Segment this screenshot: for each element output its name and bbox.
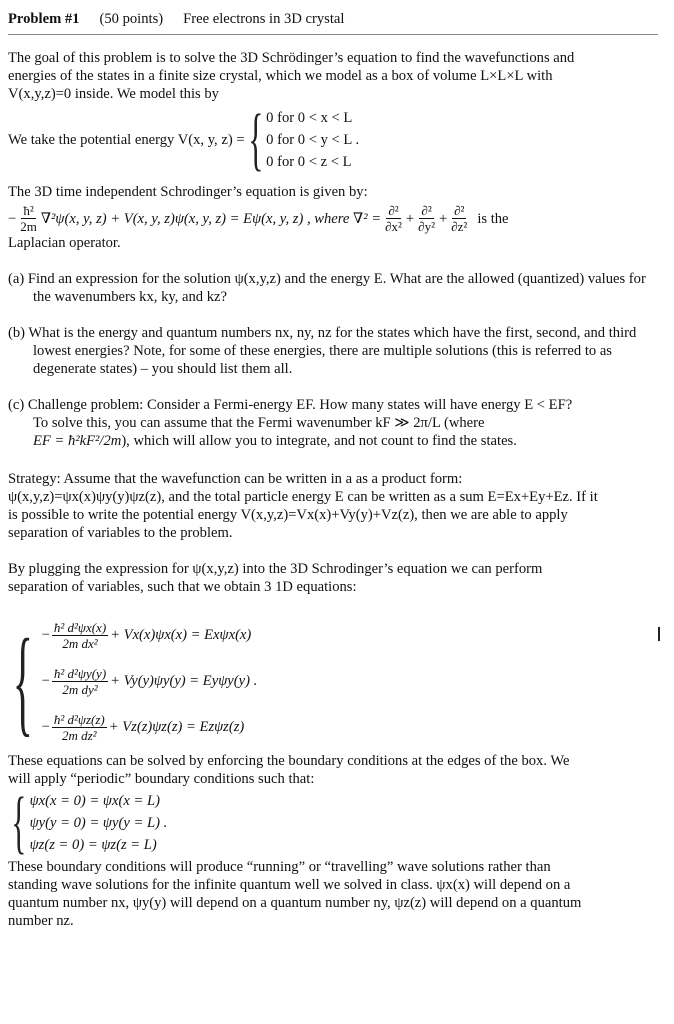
problem-title: Free electrons in 3D crystal (183, 11, 345, 27)
text-cursor (658, 627, 660, 641)
equation-z: − $\frac{\text{ħ² d²ψz(z)}}{\text{2m dz²}}$ + Vz(z)ψz(z) = Ezψz(z) (41, 711, 245, 743)
bc-item: ψz(z = 0) = ψz(z = L) (29, 837, 157, 853)
potential-cases (266, 107, 359, 173)
laplacian-label: Laplacian operator. (8, 235, 121, 251)
strategy-line: ψ(x,y,z)=ψx(x)ψy(y)ψz(z), and the total particle energy E can be written as a sum E=Ex+Ey+Ez. If it (8, 489, 598, 505)
bc-item: ψy(y = 0) = ψy(y = L) . (29, 815, 168, 831)
boundary-line: will apply “periodic” boundary conditions such that: (8, 771, 315, 787)
partial-x: $\frac{\text{∂²}}{\text{∂x²}}$ (385, 203, 402, 234)
strategy-line: Strategy: Assume that the wavefunction can be written in a as a product form: (8, 471, 463, 487)
left-brace-icon: { (11, 784, 27, 861)
strategy-line: separation of variables to the problem. (8, 525, 233, 541)
partial-z: $\frac{\text{∂²}}{\text{∂z²}}$ (451, 203, 468, 234)
part-c-line: To solve this, you can assume that the Fermi wavenumber kF ≫ 2π/L (where (33, 415, 485, 431)
problem-header (8, 0, 658, 35)
left-brace-icon: { (12, 614, 33, 747)
equation-tail: is the (477, 210, 509, 227)
intro-line: The goal of this problem is to solve the 3D Schrödinger’s equation to find the wavefunctions and (8, 50, 575, 66)
hbar-fraction: $\frac{\text{ħ²}}{2m}$ (20, 203, 37, 234)
boundary-paragraph (8, 752, 658, 788)
final-paragraph (8, 858, 658, 930)
schrodinger-heading: The 3D time independent Schrodinger’s equation is given by: (8, 184, 368, 200)
final-line: quantum number nx, ψy(y) will depend on a quantum number ny, ψz(z) will depend on a quantum (8, 895, 582, 911)
partial-y: $\frac{\text{∂²}}{\text{∂y²}}$ (418, 203, 435, 234)
left-brace-icon: { (247, 101, 263, 178)
equation-body: ∇²ψ(x, y, z) + V(x, y, z)ψ(x, y, z) = Eψ(x, y, z) , where ∇² = (40, 210, 382, 227)
schrodinger-section (8, 183, 658, 252)
problem-page (8, 0, 658, 930)
potential-definition (8, 101, 658, 178)
final-line: standing wave solutions for the infinite quantum well we solved in class. ψx(x) will depend on a (8, 877, 571, 893)
final-line: number nz. (8, 913, 74, 929)
problem-number: Problem #1 (8, 11, 80, 27)
separation-line: separation of variables, such that we obtain 3 1D equations: (8, 579, 357, 595)
bc-item: ψx(x = 0) = ψx(x = L) (29, 793, 160, 809)
part-c-line: EF = ħ²kF²/2m), which will allow you to integrate, and not count to find the states. (33, 433, 517, 449)
equation-list (42, 612, 258, 750)
intro-line: V(x,y,z)=0 inside. We model this by (8, 86, 219, 102)
boundary-conditions (8, 784, 658, 861)
part-c-line: (c) Challenge problem: Consider a Fermi-energy EF. How many states will have energy E < EF? (8, 397, 573, 413)
potential-case: 0 for 0 < z < L (266, 154, 352, 170)
schrodinger-equation: − $\frac{\text{ħ²}}{2m}$ ∇²ψ(x, y, z) + V(x, y, z)ψ(x, y, z) = Eψ(x, y, z) , where ∇² = $\frac{\text{∂²}}{\text{∂x²}}$ + $\frac{\text{∂²}}{\text{∂y²}}$ + $\frac{\text{∂²}}{\text{∂z²}}$ is the (8, 203, 509, 234)
equation-y: − $\frac{\text{ħ² d²ψy(y)}}{\text{2m dy²}}$ + Vy(y)ψy(y) = Eyψy(y) . (41, 665, 258, 697)
separated-equations (8, 612, 658, 750)
potential-case: 0 for 0 < x < L (266, 110, 353, 126)
final-line: These boundary conditions will produce “running” or “travelling” wave solutions rather than (8, 859, 551, 875)
boundary-line: These equations can be solved by enforcing the boundary conditions at the edges of the box. We (8, 753, 570, 769)
bc-list (30, 790, 168, 856)
problem-points: (50 points) (99, 11, 164, 27)
separation-paragraph (8, 560, 658, 596)
part-b: (b) What is the energy and quantum numbers nx, ny, nz for the states which have the first, second, and third lowest energies? Note, for some of these energies, there are multiple solutions (this is referred to as degenerate states) – you should list them all. (8, 325, 637, 377)
part-c (8, 396, 658, 450)
strategy-paragraph (8, 470, 658, 542)
potential-case: 0 for 0 < y < L . (266, 132, 360, 148)
part-a: (a) Find an expression for the solution ψ(x,y,z) and the energy E. What are the allowed (quantized) values for the wavenumbers kx, ky, and kz? (8, 271, 646, 305)
potential-lead: We take the potential energy V(x, y, z) = (8, 132, 245, 148)
equation-x: − $\frac{\text{ħ² d²ψx(x)}}{\text{2m dx²}}$ + Vx(x)ψx(x) = Exψx(x) (41, 619, 252, 651)
separation-line: By plugging the expression for ψ(x,y,z) into the 3D Schrodinger’s equation we can perform (8, 561, 543, 577)
intro-line: energies of the states in a finite size crystal, which we model as a box of volume L×L×L with (8, 68, 553, 84)
strategy-line: is possible to write the potential energy V(x,y,z)=Vx(x)+Vy(y)+Vz(z), then we are able to apply (8, 507, 568, 523)
intro-paragraph (8, 49, 658, 103)
